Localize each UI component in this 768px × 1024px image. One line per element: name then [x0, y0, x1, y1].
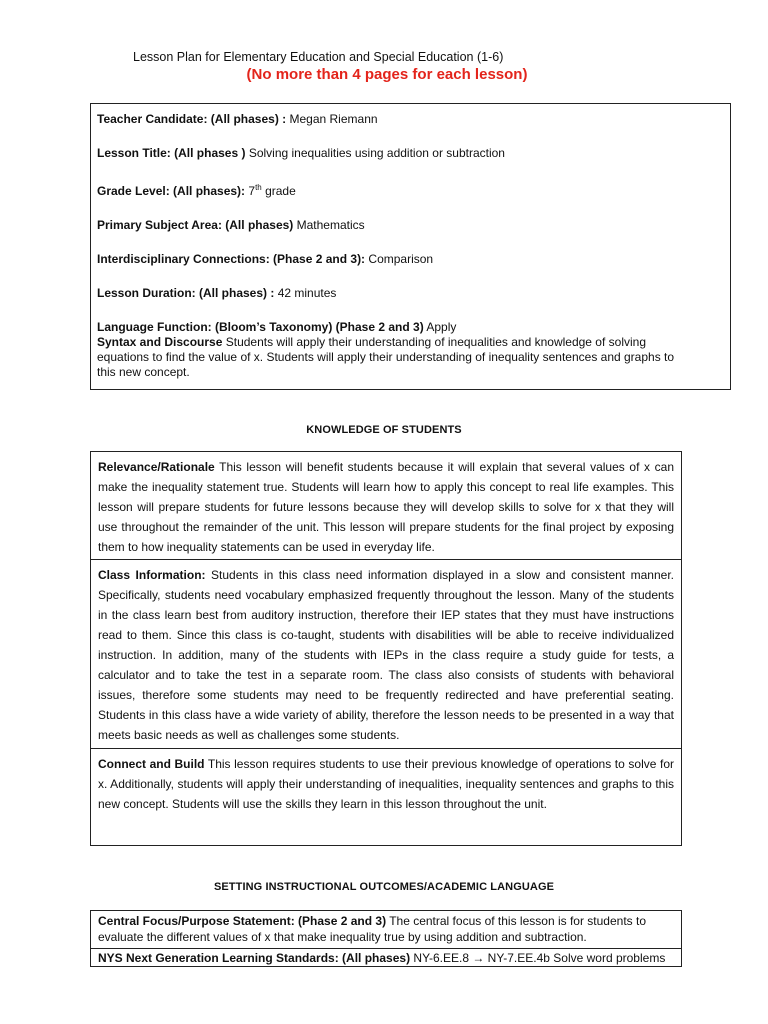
syntax-line-2: equations to find the value of x. Students will apply their understanding of inequality sentences and graphs to	[97, 350, 675, 364]
outcomes-table	[90, 910, 682, 967]
central-focus-cell	[91, 911, 681, 949]
knowledge-table	[90, 451, 682, 846]
class-info-label: Class Information:	[98, 568, 206, 582]
knowledge-of-students-heading: KNOWLEDGE OF STUDENTS	[306, 424, 462, 436]
grade-unit: grade	[261, 184, 296, 198]
interdisciplinary-label: Interdisciplinary Connections: (Phase 2 and 3):	[97, 252, 366, 266]
language-function-value: Apply	[423, 320, 457, 334]
grade-value: 7	[245, 184, 256, 198]
syntax-text-1: Students will apply their understanding of inequalities and knowledge of solving	[222, 335, 646, 349]
class-info-text: Students in this class need information displayed in a slow and consistent manner. Specifically, students need vocabulary emphasized frequently throughout the lesson. Many of the students in the class learn best from auditory instruction, therefore their IEP states that they must have instructions read to them. Since this class is co-taught, students with disabilities will be able to receive individualized instruction. In addition, many of the students with IEPs in the class require a study guide for tests, a calculator and to take the test in a separate room. The class also consists of students with behavioral issues, therefore some students may need to be frequently redirected and have preferential seating. Students in this class have a wide variety of ability, therefore the lesson needs to be presented in a way that meets basic needs as well as challenges some students.	[98, 568, 675, 742]
class-information-cell	[91, 560, 681, 749]
connect-text: This lesson requires students to use their previous knowledge of operations to solve for x. Additionally, students will apply their understanding of inequalities, inequality sentences and graphs to this new concept. Students will use the skills they learn in this lesson throughout the unit.	[98, 757, 674, 811]
subject-label: Primary Subject Area: (All phases)	[97, 218, 294, 232]
teacher-candidate-line	[97, 112, 724, 127]
standards-label: NYS Next Generation Learning Standards: (All phases)	[98, 951, 411, 965]
lesson-info-box	[90, 103, 731, 390]
grade-suffix: th	[255, 183, 262, 192]
relevance-cell	[91, 452, 681, 560]
grade-label: Grade Level: (All phases):	[97, 184, 246, 198]
document-title: Lesson Plan for Elementary Education and Special Education (1-6)	[133, 50, 504, 64]
teacher-value: Megan Riemann	[286, 112, 378, 126]
relevance-label: Relevance/Rationale	[98, 460, 215, 474]
syntax-label: Syntax and Discourse	[97, 335, 223, 349]
interdisciplinary-value: Comparison	[365, 252, 434, 266]
lesson-title-line	[97, 146, 724, 161]
standards-cell	[91, 949, 681, 967]
subject-area-line	[97, 218, 724, 233]
connect-build-cell	[91, 749, 681, 845]
grade-level-line	[97, 180, 724, 199]
lesson-title-label: Lesson Title: (All phases )	[97, 146, 246, 160]
outcomes-heading: SETTING INSTRUCTIONAL OUTCOMES/ACADEMIC LANGUAGE	[213, 881, 555, 893]
subject-value: Mathematics	[293, 218, 365, 232]
page-limit-note: (No more than 4 pages for each lesson)	[246, 66, 528, 83]
syntax-line-3: this new concept.	[97, 365, 190, 379]
duration-label: Lesson Duration: (All phases) :	[97, 286, 275, 300]
teacher-label: Teacher Candidate: (All phases) :	[97, 112, 287, 126]
language-function-line	[97, 320, 724, 335]
duration-line	[97, 286, 724, 301]
lesson-title-value: Solving inequalities using addition or subtraction	[245, 146, 505, 160]
language-function-label: Language Function: (Bloom’s Taxonomy) (Phase 2 and 3)	[97, 320, 424, 334]
central-focus-text-2: evaluate the different values of x that make inequality true by using addition and subtraction.	[98, 930, 587, 944]
standards-value: NY-6.EE.8 → NY-7.EE.4b Solve word problems	[410, 951, 666, 965]
syntax-line-1	[97, 335, 724, 350]
central-focus-text-1: The central focus of this lesson is for students to	[386, 914, 646, 928]
connect-label: Connect and Build	[98, 757, 205, 771]
interdisciplinary-line	[97, 252, 724, 267]
duration-value: 42 minutes	[274, 286, 337, 300]
relevance-text: This lesson will benefit students because it will explain that several values of x can make the inequality statement true. Students will learn how to apply this concept to real life examples. This lesson will prepare students for future lessons because they will develop skills to solve for x that they will use throughout the remainder of the unit. This lesson will prepare students for the final project by exposing them to how inequality statements can be used in everyday life.	[98, 460, 674, 554]
central-focus-label: Central Focus/Purpose Statement: (Phase 2 and 3)	[98, 914, 387, 928]
